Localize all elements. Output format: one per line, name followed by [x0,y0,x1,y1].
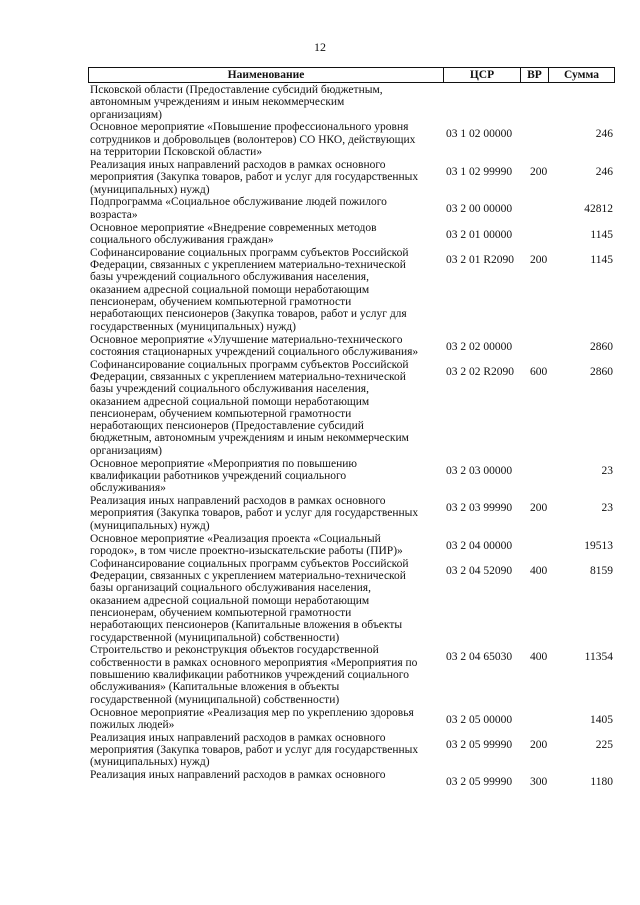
row-name-line: Подпрограмма «Социальное обслуживание людей пожилого [90,196,387,209]
row-name-line: сотрудников и добровольцев (волонтеров) СО НКО, действующих [90,133,416,146]
table-row [90,495,615,532]
row-csr: 03 1 02 00000 [446,128,513,141]
row-csr: 03 2 03 99990 [446,502,513,515]
row-vr: 300 [530,776,548,789]
row-name-line: возраста» [90,208,138,221]
row-name [90,732,446,769]
row-csr: 03 2 00 00000 [446,203,513,216]
row-name-line: мероприятия (Закупка товаров, работ и услуг для государственных [90,171,419,184]
row-name [90,458,446,495]
row-csr: 03 1 02 99990 [446,165,513,178]
table-row [90,558,615,644]
row-name-line: Псковской области (Предоставление субсидий бюджетным, [90,84,383,96]
table-row [90,84,615,121]
row-csr: 03 2 05 99990 [446,738,513,751]
row-sum: 2860 [590,340,613,353]
row-sum: 1145 [590,228,613,241]
row-csr [446,84,530,121]
row-vr [530,222,558,247]
table-row [90,222,615,247]
row-sum: 8159 [590,564,613,577]
row-name [90,558,446,644]
row-name-line: оказанием адресной социальной помощи неработающим [90,395,370,408]
row-name-line: городок», в том числе проектно-изыскательские работы (ПИР)» [90,544,403,557]
row-sum: 246 [595,128,613,141]
row-name [90,334,446,359]
row-name [90,247,446,333]
row-name-line: пенсионерам, обучением компьютерной грамотности [90,607,352,619]
row-name-line: организациям) [90,444,162,457]
row-name-line: оказанием адресной социальной помощи неработающим [90,594,370,607]
row-name-line: социального обслуживания граждан» [90,233,274,246]
row-name-line: на территории Псковской области» [90,146,263,159]
header-vr: ВР [521,68,549,82]
row-name-line: пенсионерам, обучением компьютерной грамотности [90,407,352,420]
table-row [90,159,615,196]
row-sum: 11354 [584,651,613,664]
row-name-line: Софинансирование социальных программ субъектов Российской [90,246,409,259]
row-name-line: Федерации, связанных с укреплением материально-технической [90,370,406,383]
table-row [90,533,615,558]
row-name-line: обслуживания» (Капитальные вложения в объекты [90,681,340,694]
row-name-line: мероприятия (Закупка товаров, работ и услуг для государственных [90,507,419,520]
row-vr [530,121,558,158]
row-name-line: базы учреждений социального обслуживания населения, [90,383,369,396]
row-vr [530,707,558,732]
row-name-line: базы организаций социального обслуживания населения, [90,582,371,595]
row-name-line: Основное мероприятие «Мероприятия по повышению [90,457,357,470]
row-name-line: (муниципальных) нужд) [90,519,210,532]
row-name-line: обслуживания» [90,482,166,495]
row-name-line: Основное мероприятие «Внедрение современных методов [90,221,377,234]
row-name [90,84,446,121]
row-name [90,533,446,558]
header-name: Наименование [89,68,444,82]
row-name-line: Реализация иных направлений расходов в рамках основного [90,769,386,782]
table-row [90,359,615,457]
header-csr: ЦСР [444,68,521,82]
table-row [90,769,615,788]
row-name-line: Основное мероприятие «Повышение профессионального уровня [90,121,409,134]
row-sum [558,84,615,121]
row-name [90,222,446,247]
row-sum: 2860 [590,365,613,378]
row-name [90,769,446,788]
row-csr: 03 2 03 00000 [446,464,513,477]
header-sum: Сумма [564,69,599,81]
row-csr: 03 2 02 R2090 [446,365,515,378]
row-vr [530,458,558,495]
row-sum: 1180 [590,776,613,789]
row-csr: 03 2 04 52090 [446,564,513,577]
row-sum: 23 [601,464,613,477]
row-name-line: (муниципальных) нужд) [90,183,210,196]
row-name-line: Федерации, связанных с укреплением материально-технической [90,570,406,583]
row-vr [530,196,558,221]
row-sum: 1405 [590,713,613,726]
row-name-line: пенсионерам, обучением компьютерной грамотности [90,296,352,309]
row-sum: 19513 [584,539,613,552]
row-name-line: повышению квалификации работников учреждений социального [90,669,409,682]
row-csr: 03 2 01 00000 [446,228,513,241]
row-sum: 225 [595,738,613,751]
row-name-line: Строительство и реконструкция объектов государственной [90,644,379,657]
row-name [90,196,446,221]
row-csr: 03 2 01 R2090 [446,253,515,266]
row-vr [530,84,558,121]
row-sum: 23 [601,502,613,515]
row-name [90,644,446,705]
row-name-line: оказанием адресной социальной помощи неработающим [90,283,370,296]
row-csr: 03 2 04 00000 [446,539,513,552]
row-vr: 400 [530,651,548,664]
row-vr [530,334,558,359]
row-name-line: неработающих пенсионеров (Капитальные вложения в объекты [90,619,403,632]
row-vr: 200 [530,738,548,751]
row-name-line: Основное мероприятие «Реализация мер по укреплению здоровья [90,706,414,719]
row-name-line: Основное мероприятие «Реализация проекта «Социальный [90,532,381,545]
row-name [90,707,446,732]
row-csr: 03 2 02 00000 [446,340,513,353]
row-name [90,359,446,457]
table-body [90,84,615,789]
row-name-line: государственных (муниципальных) нужд) [90,320,296,333]
row-name [90,159,446,196]
row-name-line: базы учреждений социального обслуживания населения, [90,271,369,284]
table-row [90,644,615,705]
row-name-line: неработающих пенсионеров (Предоставление субсидий [90,420,364,433]
row-name-line: Софинансирование социальных программ субъектов Российской [90,557,409,570]
row-name-line: автономным учреждениям и иным некоммерческим [90,96,345,109]
row-name-line: пожилых людей» [90,718,175,731]
table-row [90,707,615,732]
row-csr: 03 2 04 65030 [446,651,513,664]
table-header [88,67,615,83]
row-vr: 200 [530,253,548,266]
row-name-line: Реализация иных направлений расходов в рамках основного [90,158,386,171]
row-name-line: Реализация иных направлений расходов в рамках основного [90,731,386,744]
row-vr [530,533,558,558]
row-name-line: Реализация иных направлений расходов в рамках основного [90,495,386,508]
row-name-line: (муниципальных) нужд) [90,756,210,769]
table-row [90,196,615,221]
table-row [90,247,615,333]
row-name-line: квалификации работников учреждений социального [90,469,347,482]
row-name-line: Федерации, связанных с укреплением материально-технической [90,259,406,272]
row-vr: 400 [530,564,548,577]
row-name-line: Софинансирование социальных программ субъектов Российской [90,358,409,371]
table-row [90,732,615,769]
row-name-line: государственной (муниципальной) собственности) [90,631,340,644]
row-sum: 42812 [584,203,613,216]
row-name-line: Основное мероприятие «Улучшение материально-технического [90,333,403,346]
row-name-line: бюджетным, автономным учреждениям и иным некоммерческим [90,432,409,445]
row-sum: 1145 [590,253,613,266]
row-name-line: государственной (муниципальной) собственности) [90,693,340,706]
row-name-line: неработающих пенсионеров (Закупка товаров, работ и услуг для [90,308,407,321]
row-name-line: состояния стационарных учреждений социального обслуживания» [90,345,419,358]
row-sum: 246 [595,165,613,178]
row-csr: 03 2 05 00000 [446,713,513,726]
row-name-line: собственности в рамках основного мероприятия «Мероприятия по [90,656,418,669]
row-name [90,121,446,158]
row-name [90,495,446,532]
row-vr: 200 [530,165,548,178]
page-number: 12 [314,40,326,54]
row-name-line: мероприятия (Закупка товаров, работ и услуг для государственных [90,744,419,757]
table-row [90,334,615,359]
row-vr: 600 [530,365,548,378]
row-name-line: организациям) [90,108,162,121]
row-csr: 03 2 05 99990 [446,776,513,789]
table-row [90,458,615,495]
row-vr: 200 [530,502,548,515]
table-row [90,121,615,158]
